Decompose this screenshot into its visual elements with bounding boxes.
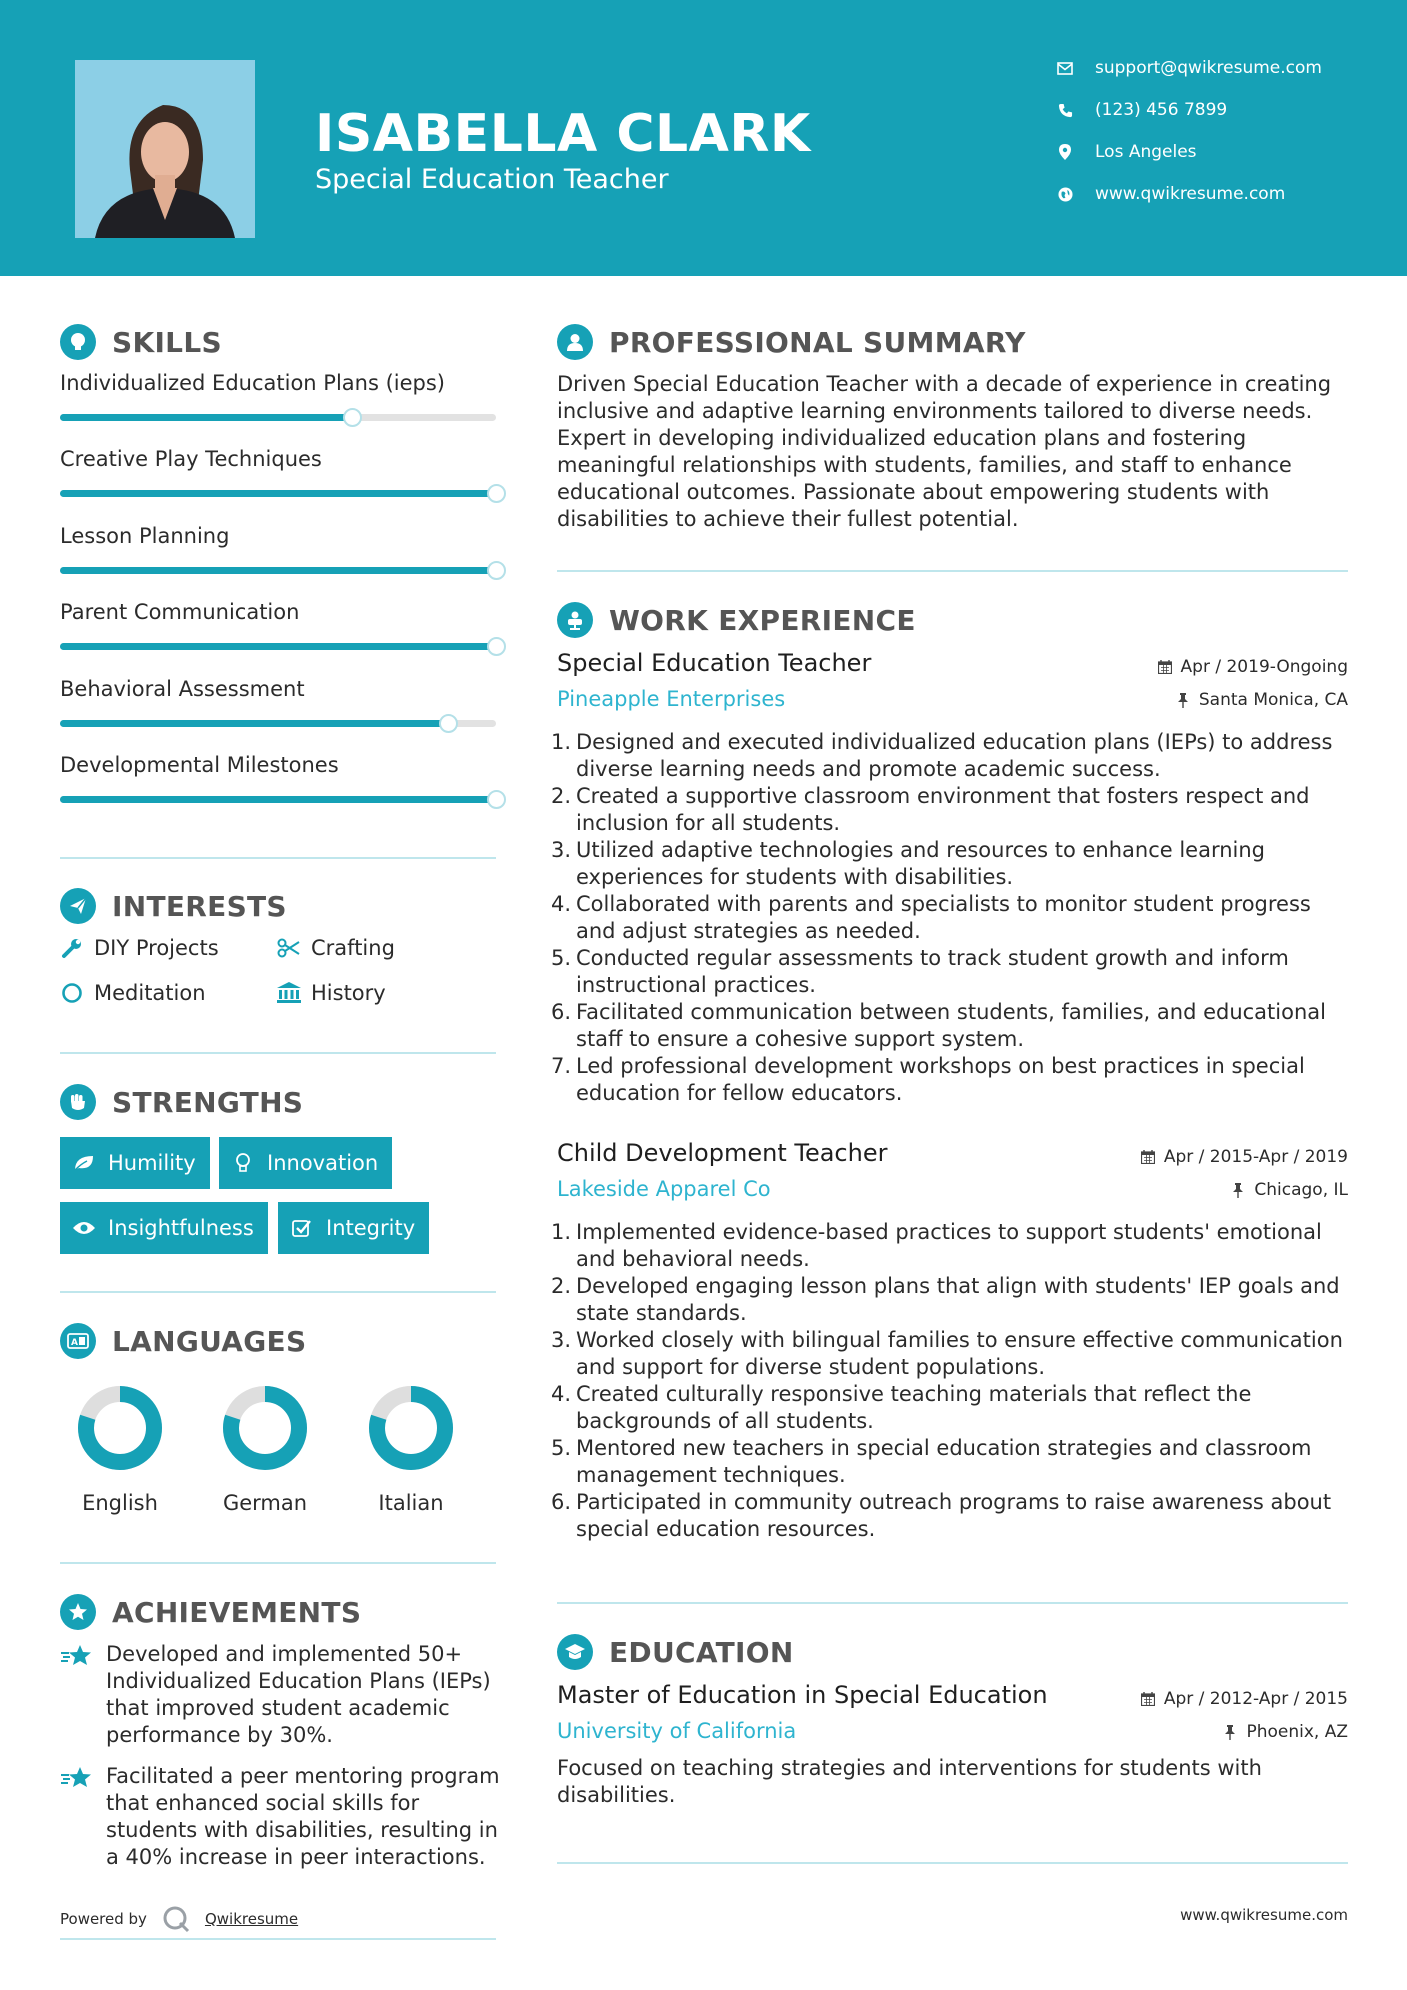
interest-item: History (277, 981, 386, 1005)
job-title: Special Education Teacher (557, 649, 872, 677)
list-item: 5. Conducted regular assessments to track student growth and inform instructional practices. (551, 946, 1289, 997)
skill-level-knob (487, 637, 506, 656)
skill-level-bar (60, 720, 496, 727)
skill-name: Lesson Planning (60, 523, 230, 548)
list-item: 3. Utilized adaptive technologies and resources to enhance learning experiences for students with disabilities. (551, 838, 1266, 889)
pushpin-icon (1230, 1182, 1246, 1198)
list-item: 3. Worked closely with bilingual families to ensure effective communication and support for diverse student populations. (551, 1328, 1343, 1379)
section-divider (557, 1862, 1348, 1864)
envelope-icon (1055, 58, 1075, 78)
strength-tag: Integrity (278, 1202, 429, 1254)
education-dates: Apr / 2012-Apr / 2015 (1140, 1689, 1348, 1709)
education-location: Phoenix, AZ (1222, 1722, 1348, 1742)
profile-photo (75, 60, 255, 238)
list-item: 1. Designed and executed individualized education plans (IEPs) to address diverse learning needs and promote academic success. (551, 730, 1333, 781)
strength-tag: Humility (60, 1137, 210, 1189)
language-item: German (215, 1383, 315, 1515)
languages-heading: A LANGUAGES (60, 1323, 306, 1359)
education-heading: EDUCATION (557, 1634, 794, 1670)
interest-item: DIY Projects (60, 936, 219, 960)
section-divider (60, 1562, 496, 1564)
language-item: Italian (361, 1383, 461, 1515)
star-icon (60, 1763, 94, 1871)
skill-level-bar (60, 643, 496, 650)
phone-icon (1055, 100, 1075, 120)
language-icon (60, 1323, 96, 1359)
calendar-icon (1157, 659, 1173, 675)
skill-name: Parent Communication (60, 600, 300, 625)
skills-heading: SKILLS (60, 324, 222, 360)
museum-icon (277, 981, 301, 1005)
skill-name: Behavioral Assessment (60, 676, 305, 701)
pushpin-icon (1222, 1724, 1238, 1740)
achievements-heading: ACHIEVEMENTS (60, 1594, 361, 1630)
skill-level-bar (60, 567, 496, 574)
interests-heading: INTERESTS (60, 888, 287, 924)
skill-level-knob (487, 790, 506, 809)
language-level-ring (220, 1383, 310, 1473)
interest-item: Meditation (60, 981, 206, 1005)
section-divider (557, 570, 1348, 572)
list-item: 4. Created culturally responsive teaching materials that reflect the backgrounds of all students. (551, 1382, 1252, 1433)
company-name: Lakeside Apparel Co (557, 1177, 771, 1201)
list-item: 6. Facilitated communication between students, families, and educational staff to ensure a cohesive support system. (551, 1000, 1326, 1051)
language-item: English (70, 1383, 170, 1515)
achievement-item: Facilitated a peer mentoring program that enhanced social skills for students with disabilities, resulting in a 40% increase in peer interactions. (60, 1763, 500, 1871)
list-item: 2. Created a supportive classroom environment that fosters respect and inclusion for all students. (551, 784, 1310, 835)
paper-plane-icon (60, 888, 96, 924)
list-item: 6. Participated in community outreach programs to raise awareness about special education resources. (551, 1490, 1332, 1541)
fist-icon (60, 1084, 96, 1120)
skill-name: Individualized Education Plans (ieps) (60, 371, 445, 395)
summary-heading: PROFESSIONAL SUMMARY (557, 324, 1026, 360)
contact-website[interactable]: www.qwikresume.com (1055, 184, 1285, 204)
language-level-ring (75, 1383, 165, 1473)
section-divider (60, 857, 496, 859)
lightbulb-icon (60, 324, 96, 360)
job-responsibilities (551, 1219, 1347, 1543)
skill-level-fill (60, 720, 448, 727)
contact-email[interactable]: support@qwikresume.com (1055, 58, 1322, 78)
interest-item: Crafting (277, 936, 395, 960)
skill-level-knob (487, 484, 506, 503)
school-name: University of California (557, 1719, 797, 1743)
qwikresume-logo-icon (161, 1904, 191, 1934)
qwikresume-link[interactable]: Qwikresume (204, 1910, 299, 1928)
skill-level-bar (60, 490, 496, 497)
list-item: 5. Mentored new teachers in special education strategies and classroom management techniques. (551, 1436, 1312, 1487)
graduation-cap-icon (557, 1634, 593, 1670)
skill-level-fill (60, 414, 352, 421)
calendar-icon (1140, 1691, 1156, 1707)
list-item: 7. Led professional development workshops on best practices in special education for fellow educators. (551, 1054, 1305, 1105)
company-name: Pineapple Enterprises (557, 687, 786, 711)
skill-level-fill (60, 643, 496, 650)
job-location: Santa Monica, CA (1175, 690, 1348, 710)
skill-name: Developmental Milestones (60, 753, 339, 777)
leaf-icon (72, 1151, 96, 1175)
user-icon (557, 324, 593, 360)
degree-title: Master of Education in Special Education (557, 1681, 1048, 1709)
section-divider (60, 1052, 496, 1054)
candidate-name: ISABELLA CLARK (315, 104, 811, 164)
contact-location: Los Angeles (1055, 142, 1197, 162)
pushpin-icon (1175, 692, 1191, 708)
footer-website[interactable]: www.qwikresume.com (1180, 1906, 1348, 1924)
scissors-icon (277, 936, 301, 960)
globe-icon (1055, 184, 1075, 204)
job-location: Chicago, IL (1230, 1180, 1348, 1200)
wrench-icon (60, 936, 84, 960)
strengths-heading: STRENGTHS (60, 1084, 303, 1120)
skill-level-knob (487, 561, 506, 580)
job-title: Child Development Teacher (557, 1139, 888, 1167)
job-dates: Apr / 2019-Ongoing (1157, 657, 1348, 677)
calendar-icon (1140, 1149, 1156, 1165)
powered-by: Powered by Qwikresume (60, 1904, 298, 1934)
svg-text:A: A (71, 1338, 78, 1348)
candidate-role: Special Education Teacher (315, 164, 669, 195)
skill-level-fill (60, 490, 496, 497)
skill-level-knob (439, 714, 458, 733)
strength-tag: Innovation (219, 1137, 392, 1189)
section-divider (60, 1291, 496, 1293)
star-badge-icon (60, 1594, 96, 1630)
list-item: 4. Collaborated with parents and specialists to monitor student progress and adjust strategies as needed. (551, 892, 1311, 943)
skill-level-fill (60, 796, 496, 803)
contact-phone[interactable]: (123) 456 7899 (1055, 100, 1227, 120)
achievement-item: Developed and implemented 50+ Individualized Education Plans (IEPs) that improved student academic performance by 30%. (60, 1641, 500, 1749)
circle-icon (60, 981, 84, 1005)
list-item: 1. Implemented evidence-based practices to support students' emotional and behavioral needs. (551, 1220, 1322, 1271)
list-item: 2. Developed engaging lesson plans that align with students' IEP goals and state standards. (551, 1274, 1340, 1325)
skill-level-fill (60, 567, 496, 574)
summary-text: Driven Special Education Teacher with a decade of experience in creating inclusive and adaptive learning environments tailored to diverse needs. Expert in developing individualized education plans and fostering meaningful relationships with students, families, and staff to enhance educational outcomes. Passionate about empowering students with disabilities to achieve their fullest potential. (557, 372, 1332, 531)
lightbulb-icon (231, 1151, 255, 1175)
check-square-icon (290, 1216, 314, 1240)
job-responsibilities (551, 729, 1347, 1107)
section-divider (557, 1602, 1348, 1604)
skill-level-bar (60, 796, 496, 803)
skill-level-bar (60, 414, 496, 421)
presenter-icon (557, 602, 593, 638)
skill-name: Creative Play Techniques (60, 447, 322, 472)
map-pin-icon (1055, 142, 1075, 162)
section-divider (60, 1938, 496, 1940)
job-dates: Apr / 2015-Apr / 2019 (1140, 1147, 1348, 1167)
strength-tag: Insightfulness (60, 1202, 268, 1254)
experience-heading: WORK EXPERIENCE (557, 602, 916, 638)
header-banner (0, 0, 1407, 276)
eye-icon (72, 1216, 96, 1240)
education-description: Focused on teaching strategies and interventions for students with disabilities. (557, 1756, 1262, 1807)
skill-level-knob (343, 408, 362, 427)
star-icon (60, 1641, 94, 1749)
language-level-ring (366, 1383, 456, 1473)
